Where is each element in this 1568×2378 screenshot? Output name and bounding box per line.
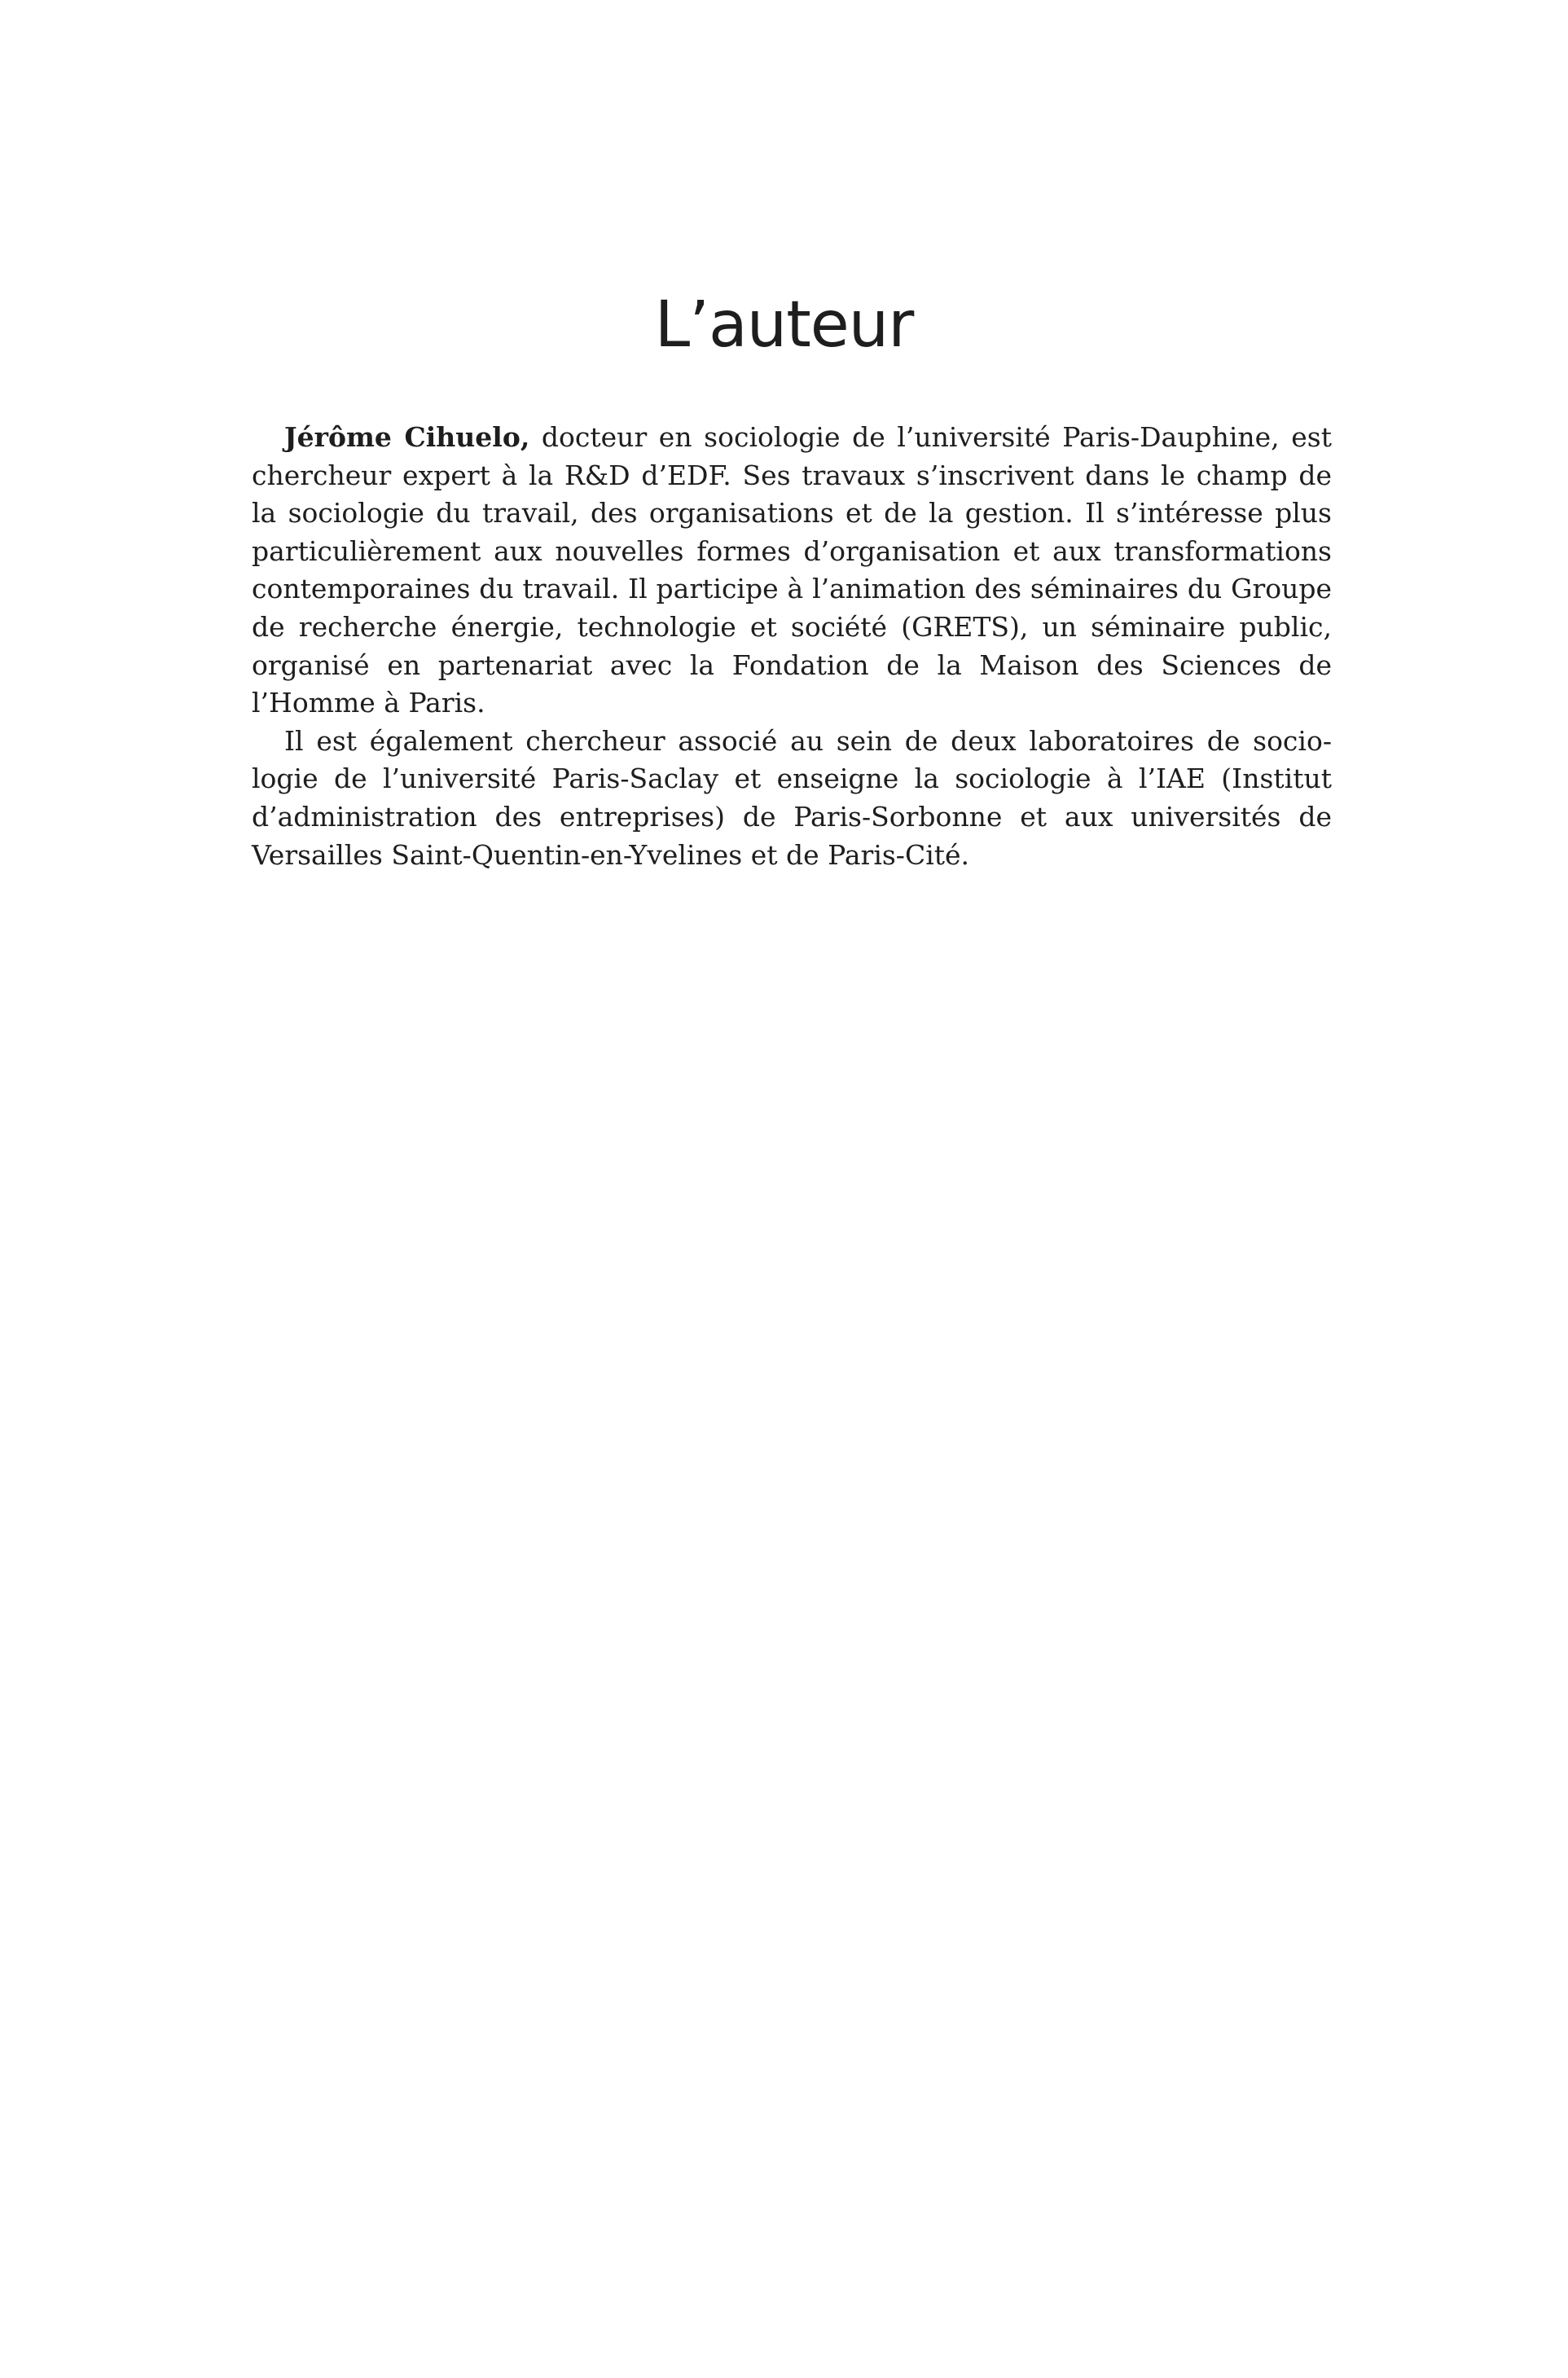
bio-paragraph-2: Il est également chercheur associé au sein de deux laboratoires de sociologie de l’université Paris-Saclay et enseigne la sociologie à l’IAE (Institut d’administration des entreprises) de Paris-Sorbonne et aux universités de Versailles Saint-Quentin-en-Yvelines et de Paris-Cité. — [252, 724, 1332, 871]
bio-paragraph-1-text: docteur en sociologie de l’université Paris-Dauphine, est chercheur expert à la R&D d’EDF. Ses travaux s’inscrivent dans le champ de la sociologie du travail, des organisations et de la gestion. Il s’intéresse plus particulièrement aux nouvelles formes d’organisation et aux transformations contemporaines du travail. Il participe à l’animation des séminaires du Groupe de recherche énergie, technologie et société (GRETS), un séminaire public, organisé en partenariat avec la Fondation de la Maison des Sciences de l’Homme à Paris. — [252, 421, 1332, 719]
author-biography — [252, 419, 1332, 874]
page-title: L’auteur — [654, 288, 914, 362]
author-name: Jérôme Cihuelo, — [284, 421, 530, 453]
bio-paragraph-1 — [252, 419, 1332, 723]
